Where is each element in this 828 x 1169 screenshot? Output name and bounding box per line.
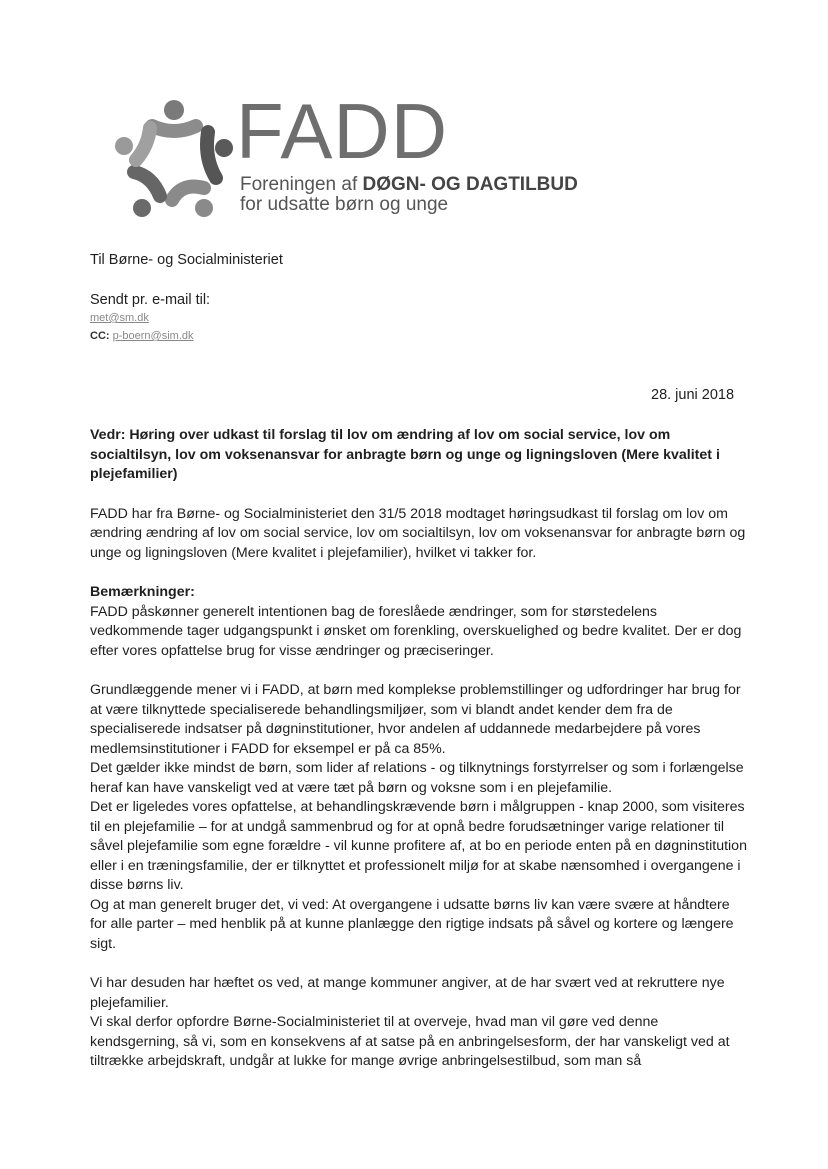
remarks-paragraph-4: Det er ligeledes vores opfattelse, at behandlingskrævende børn i målgruppen - knap 2000, som visiteres til en plejefamilie – for at undgå sammenbrud og for at opnå bedre forudsætninger varige relationer til såvel plejefamilie som egne forældre - vil kunne profitere af, at bo en periode enten på en døgninstitution eller i en træningsfamilie, der er tilknyttet et professionelt miljø for at skabe nænsomhed i overgangene i disse børns liv.: [90, 799, 747, 893]
remarks-paragraph-5: Og at man generelt bruger det, vi ved: At overgangene i udsatte børns liv kan være svære at håndtere for alle parter – med henblik på at kunne planlægge den rigtige indsats på såvel og kortere og længere sigt.: [90, 896, 734, 952]
logo-name: FADD: [236, 87, 449, 175]
recipient: Til Børne- og Socialministeriet: [90, 252, 283, 268]
email-link[interactable]: met@sm.dk: [90, 312, 149, 324]
fadd-people-logo-icon: [112, 96, 237, 221]
letter-body: [90, 426, 750, 1072]
logo-tagline: Foreningen af DØGN- OG DAGTILBUD: [240, 174, 578, 195]
remarks-paragraph-3: Det gælder ikke mindst de børn, som lider af relations - og tilknytnings forstyrrelser og som i forlængelse heraf kan have vanskeligt ved at være tæt på børn og voksne som i en plejefamilie.: [90, 760, 744, 796]
remarks-paragraph-7: Vi skal derfor opfordre Børne-Socialministeriet til at overveje, hvad man vil gøre ved denne kendsgerning, så vi, som en konsekvens af at satse på en anbringelsesform, der har vanskeligt ved at tiltrække arbejdskraft, undgår at lukke for mange øvrige anbringelsestilbud, som man så: [90, 1014, 730, 1069]
subject-line: Vedr: Høring over udkast til forslag til lov om ændring af lov om social service, lov om socialtilsyn, lov om voksenansvar for anbragte børn og unge og ligningsloven (Mere kvalitet i plejefamilier): [90, 427, 720, 482]
letter-date: 28. juni 2018: [651, 387, 735, 403]
logo-tagline-line2: for udsatte børn og unge: [240, 194, 449, 215]
remarks-paragraph-6: Vi har desuden har hæftet os ved, at mange kommuner angiver, at de har svært ved at rekruttere nye plejefamilier.: [90, 975, 725, 1011]
cc-email-link[interactable]: p-boern@sim.dk: [112, 330, 194, 342]
remarks-paragraph-2: Grundlæggende mener vi i FADD, at børn med komplekse problemstillinger og udfordringer har brug for at være tilknyttede specialiserede behandlingsmiljøer, som vi blandt andet kender dem fra de specialiserede indsatser på døgninstitutioner, hvor andelen af uddannede medarbejdere på vores medlemsinstitutioner i FADD for eksempel er på ca 85%.: [90, 682, 741, 757]
remarks-heading: Bemærkninger:: [90, 584, 195, 600]
intro-paragraph: FADD har fra Børne- og Socialministeriet den 31/5 2018 modtaget høringsudkast til forslag om lov om ændring ændring af lov om social service, lov om socialtilsyn, lov om voksenansvar for anbragte børn og unge og ligningsloven (Mere kvalitet i plejefamilier), hvilket vi takker for.: [90, 505, 746, 561]
remarks-paragraph-1: FADD påskønner generelt intentionen bag de foreslåede ændringer, som for størstedelens vedkommende tager udgangspunkt i ønsket om forenkling, overskuelighed og bedre kvalitet. Der er dog efter vores opfattelse brug for visse ændringer og præciseringer.: [90, 603, 742, 659]
cc-line: CC: p-boern@sim.dk: [90, 330, 194, 342]
fadd-logo: [112, 87, 578, 224]
sent-label: Sendt pr. e-mail til:: [90, 292, 211, 308]
